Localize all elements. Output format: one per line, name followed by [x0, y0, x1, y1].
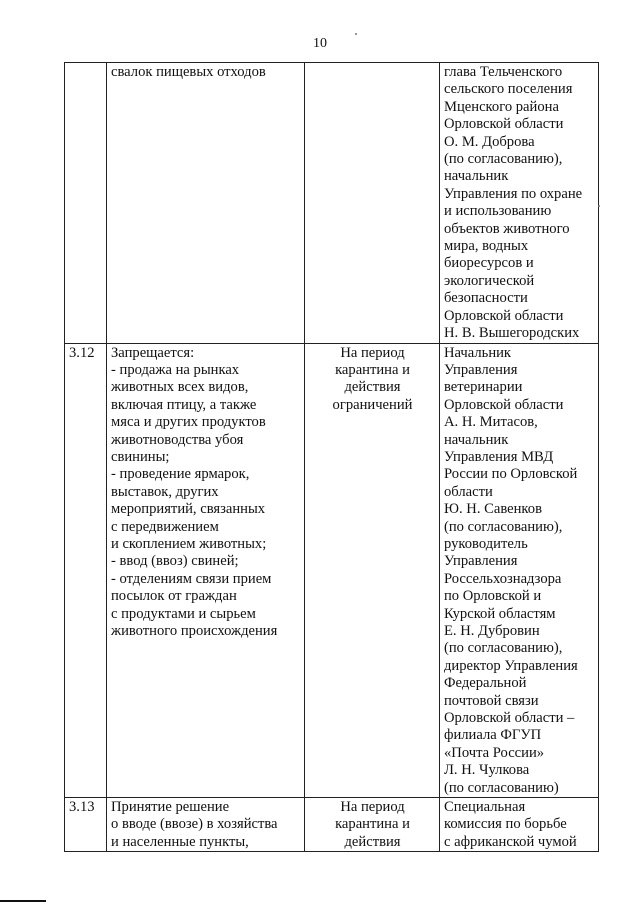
page-number: 10: [313, 36, 327, 51]
term-cell: [305, 63, 440, 344]
row-number-cell: 3.12: [65, 343, 107, 798]
row-number-cell: 3.13: [65, 798, 107, 852]
measure-cell: Принятие решение о вводе (ввозе) в хозяйства и населенные пункты,: [107, 798, 305, 852]
scan-speck: [598, 205, 600, 207]
measures-table: [64, 62, 599, 852]
scan-speck: [355, 33, 357, 35]
measure-cell: свалок пищевых отходов: [107, 63, 305, 344]
term-cell: На период карантина и действия ограничений: [305, 343, 440, 798]
row-number-cell: [65, 63, 107, 344]
table-row: [65, 343, 599, 798]
responsible-cell: Начальник Управления ветеринарии Орловской области А. Н. Митасов, начальник Управления МВД России по Орловской области Ю. Н. Савенков (по согласованию), руководитель Управления Россельхознадзора по Орловской и Курской областям Е. Н. Дубровин (по согласованию), директор Управления Федеральной почтовой связи Орловской области – филиала ФГУП «Почта России» Л. Н. Чулкова (по согласованию): [440, 343, 599, 798]
responsible-cell: глава Тельченского сельского поселения Мценского района Орловской области О. М. Доброва (по согласованию), начальник Управления по охране и использованию объектов животного мира, водных биоресурсов и экологической безопасности Орловской области Н. В. Вышегородских: [440, 63, 599, 344]
table-row: [65, 798, 599, 852]
measure-cell: Запрещается: - продажа на рынках животных всех видов, включая птицу, а также мяса и других продуктов животноводства убоя свинины; - проведение ярмарок, выставок, других мероприятий, связанных с передвижением и скоплением животных; - ввод (ввоз) свиней; - отделениям связи прием посылок от граждан с продуктами и сырьем животного происхождения: [107, 343, 305, 798]
table-row: [65, 63, 599, 344]
term-cell: На период карантина и действия: [305, 798, 440, 852]
footer-rule: [0, 900, 46, 902]
responsible-cell: Специальная комиссия по борьбе с африканской чумой: [440, 798, 599, 852]
